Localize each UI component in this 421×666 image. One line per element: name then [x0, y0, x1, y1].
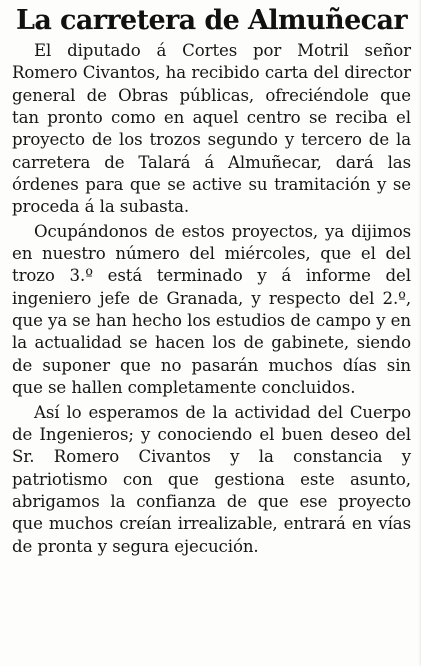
article-paragraph-3: Así lo esperamos de la actividad del Cuerpo de Ingenieros; y conociendo el buen deseo del Sr. Romero Civantos y la constancia y patriotismo con que gestiona este asunto, abrigamos la confianza de que ese proyecto que muchos creían irrealizable, entrará en vías de pronta y segura ejecución.: [12, 402, 411, 556]
article-headline: La carretera de Almuñecar: [15, 5, 408, 36]
article-paragraph-1: El diputado á Cortes por Motril señor Romero Civantos, ha recibido carta del director general de Obras públicas, ofreciéndole que tan pronto como en aquel centro se reciba el proyecto de los trozos segundo y tercero de la carretera de Talará á Almuñecar, dará las órdenes para que se active su tramitación y se proceda á la subasta.: [12, 41, 411, 217]
article-body: [12, 40, 411, 558]
article-paragraph-2: Ocupándonos de estos proyectos, ya dijimos en nuestro número del miércoles, que el del trozo 3.º está terminado y á informe del ingeniero jefe de Granada, y respecto del 2.º, que ya se han hecho los estudios de campo y en la actualidad se hacen los de gabinete, siendo de suponer que no pasarán muchos días sin que se hallen completamente concluidos.: [12, 221, 411, 398]
